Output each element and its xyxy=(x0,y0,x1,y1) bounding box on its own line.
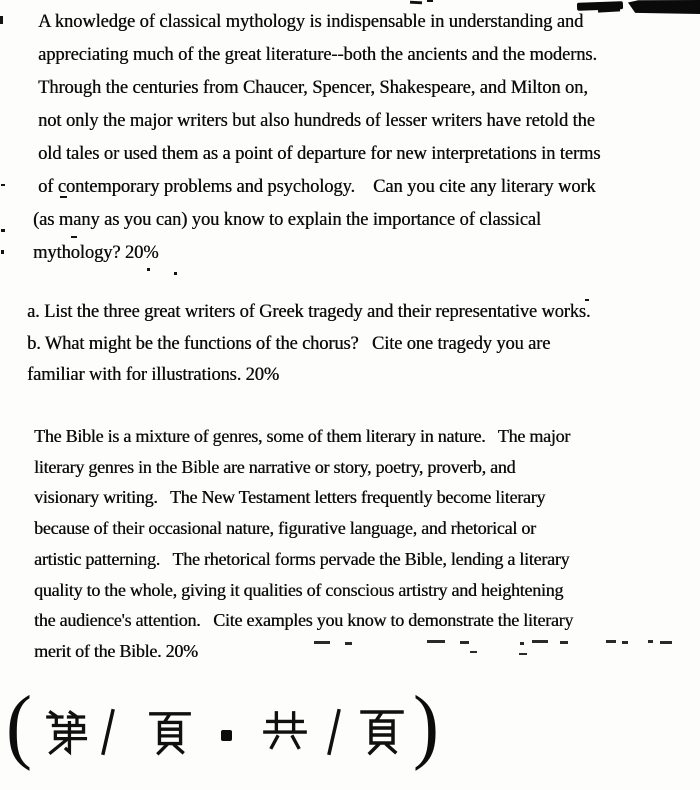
cjk-gong-glyph xyxy=(261,704,309,762)
scan-dash-artifact xyxy=(606,640,616,643)
text-line: of contemporary problems and psychology. Can you cite any literary work xyxy=(38,177,596,197)
text-line: old tales or used them as a point of departure for new interpretations in terms xyxy=(38,144,601,164)
page-footer xyxy=(0,677,700,787)
scan-speck-artifact xyxy=(0,16,3,24)
scan-dash-artifact xyxy=(427,640,445,643)
question-bible xyxy=(34,421,573,667)
footer-open-paren: ( xyxy=(6,677,32,772)
text-line: familiar with for illustrations. 20% xyxy=(27,365,280,385)
text-line: mythology? 20% xyxy=(33,243,159,263)
scan-speck-artifact xyxy=(1,184,5,186)
text-line: A knowledge of classical mythology is indispensable in understanding and xyxy=(38,12,584,32)
text-line: quality to the whole, giving it qualities of conscious artistry and heightening xyxy=(34,579,564,600)
text-line: (as many as you can) you know to explain the importance of classical xyxy=(33,210,541,230)
scan-speck-artifact xyxy=(1,250,4,254)
scan-smudge-artifact xyxy=(598,7,620,12)
scan-speck-artifact xyxy=(410,1,422,5)
question-mythology xyxy=(38,6,600,204)
handwritten-page-number xyxy=(99,707,117,757)
scan-dash-artifact xyxy=(560,641,568,644)
scan-dash-artifact xyxy=(314,641,330,644)
cjk-di-glyph xyxy=(45,704,92,762)
scan-dash-artifact xyxy=(460,641,469,644)
text-line: visionary writing. The New Testament letters frequently become literary xyxy=(34,487,546,508)
scan-dash-artifact xyxy=(622,641,628,644)
text-line: appreciating much of the great literature--both the ancients and the moderns. xyxy=(38,45,597,65)
text-line: because of their occasional nature, figurative language, and rhetorical or xyxy=(34,518,536,539)
cjk-ye-glyph xyxy=(146,703,194,763)
text-line: a. List the three great writers of Greek tragedy and their representative works. xyxy=(27,302,591,322)
scan-dash-artifact xyxy=(520,642,524,645)
text-line: merit of the Bible. 20% xyxy=(34,640,198,661)
text-line: literary genres in the Bible are narrative or story, poetry, proverb, and xyxy=(34,456,516,477)
scan-dash-artifact xyxy=(470,651,477,653)
cjk-ye-glyph xyxy=(357,701,407,763)
scan-dash-artifact xyxy=(345,642,352,645)
scan-speck-artifact xyxy=(427,0,433,2)
scan-smudge-artifact xyxy=(628,0,700,14)
text-line: b. What might be the functions of the chorus? Cite one tragedy you are xyxy=(27,333,551,354)
scan-dash-artifact xyxy=(532,640,548,643)
text-line: artistic patterning. The rhetorical forms pervade the Bible, lending a literary xyxy=(34,548,570,569)
scan-dash-artifact xyxy=(519,653,527,655)
text-line: The Bible is a mixture of genres, some of them literary in nature. The major xyxy=(34,426,571,446)
scan-speck-artifact xyxy=(174,272,177,275)
text-line: the audience's attention. Cite examples you know to demonstrate the literary xyxy=(34,610,574,631)
scan-speck-artifact xyxy=(1,229,5,232)
footer-separator-dot xyxy=(221,730,232,741)
question-greek-tragedy xyxy=(27,297,590,392)
text-line: Through the centuries from Chaucer, Spencer, Shakespeare, and Milton on, xyxy=(38,78,588,98)
text-line: not only the major writers but also hundreds of lesser writers have retold the xyxy=(38,111,595,131)
footer-close-paren: ) xyxy=(413,677,439,772)
question-mythology-continued xyxy=(33,204,541,270)
scan-dash-artifact xyxy=(660,641,672,644)
scan-dash-artifact xyxy=(648,640,653,643)
handwritten-total-pages xyxy=(325,707,343,757)
